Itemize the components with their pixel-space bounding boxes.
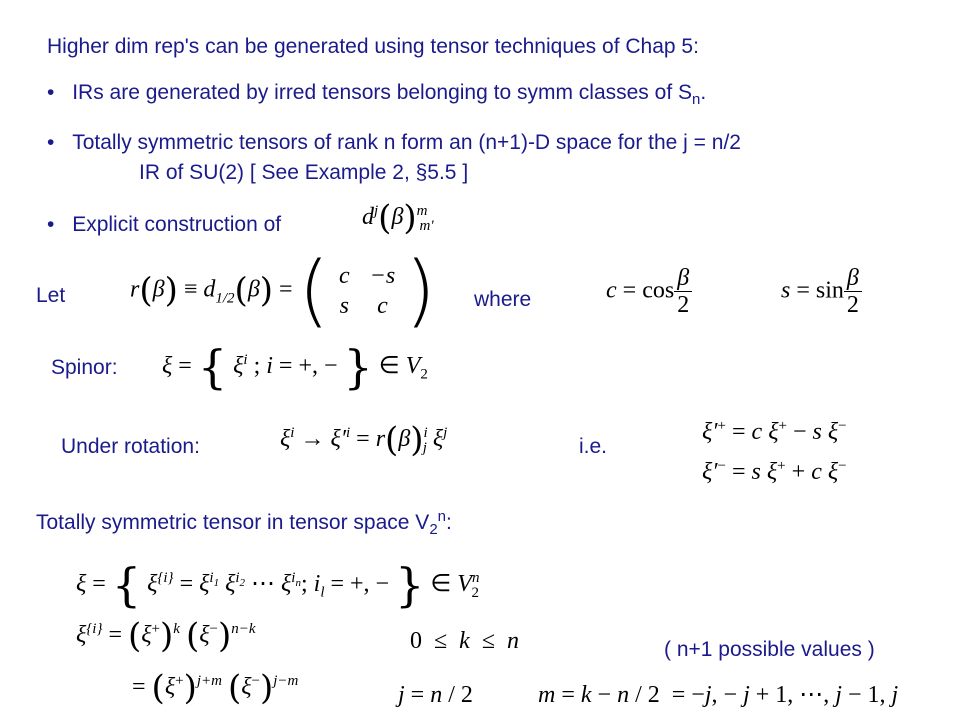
formula-m-def: m = k − n / 2 = −j, − j + 1, ⋯, j − 1, j — [538, 682, 899, 708]
formula-xi-minus: ξ′− = s ξ+ + c ξ− — [702, 458, 847, 485]
label-ie: i.e. — [579, 435, 608, 458]
formula-d-j-beta: $d^j(\beta)^m_{m'}$ — [362, 198, 434, 238]
tensor-space-sub: 2 — [429, 521, 438, 539]
tensor-space-prefix: Totally symmetric tensor in tensor space V — [36, 511, 430, 534]
bullet-1-sub: n — [692, 91, 701, 109]
formula-s-sin: s = sin $\frac{\beta}{2}$ — [781, 265, 862, 319]
bullet-1-tail: . — [700, 81, 707, 104]
heading: Higher dim rep's can be generated using tensor techniques of Chap 5: — [47, 35, 699, 58]
formula-j-def: j = n / 2 — [398, 682, 473, 708]
formula-tensor-set: ξ = { $\xi^{\{i\}} = \xi^{i_1}$ $\xi^{i_2}$ ⋯ $\xi^{i_n}$; $i_l$ = +, − } ∈ $V^n_2$ — [76, 558, 480, 612]
bullet-marker: • — [47, 81, 55, 104]
bullet-2-line2: IR of SU(2) [ See Example 2, §5.5 ] — [139, 161, 469, 184]
tensor-space-line — [36, 508, 452, 539]
tensor-space-suffix: : — [446, 511, 452, 534]
formula-k-range: 0 ≤ k ≤ n — [410, 628, 519, 654]
bullet-2 — [47, 130, 741, 155]
formula-rotation: $\xi^i \to \xi'^i = r(\beta)^i_j$ $\xi^j$ — [280, 420, 448, 460]
formula-c-cos: c = cos $\frac{\beta}{2}$ — [606, 265, 692, 319]
tensor-space-sup: n — [437, 508, 446, 525]
label-where: where — [474, 288, 532, 311]
bullet-marker: • — [47, 131, 55, 154]
bullet-1 — [47, 80, 706, 109]
formula-r-beta-matrix: $r(\beta) \equiv d_{1/2}(\beta)$ = ( c −s s c ) — [130, 246, 436, 336]
bullet-2-line1: Totally symmetric tensors of rank n form an (n+1)-D space for the j = n/2 — [72, 131, 741, 154]
bullet-marker: • — [47, 213, 55, 236]
label-possible-values: ( n+1 possible values ) — [664, 638, 875, 661]
formula-tensor-jm: = $(\xi^+)^{j+m}$ $(\xi^-)^{j-m}$ — [132, 668, 299, 708]
formula-tensor-k: $\xi^{\{i\}} = (\xi^+)^k$ $(\xi^-)^{n-k}$ — [76, 616, 256, 656]
formula-xi-plus: ξ′+ = c ξ+ − s ξ− — [702, 418, 847, 445]
label-spinor: Spinor: — [51, 356, 118, 379]
formula-spinor: ξ = { $\xi^i$ ; i = +, − } ∈ $V_2$ — [162, 340, 428, 394]
bullet-1-text: IRs are generated by irred tensors belonging to symm classes of S — [72, 81, 693, 104]
bullet-3-text: Explicit construction of — [72, 213, 282, 236]
bullet-3 — [47, 212, 281, 237]
label-let: Let — [36, 284, 66, 307]
label-under-rotation: Under rotation: — [61, 435, 200, 458]
